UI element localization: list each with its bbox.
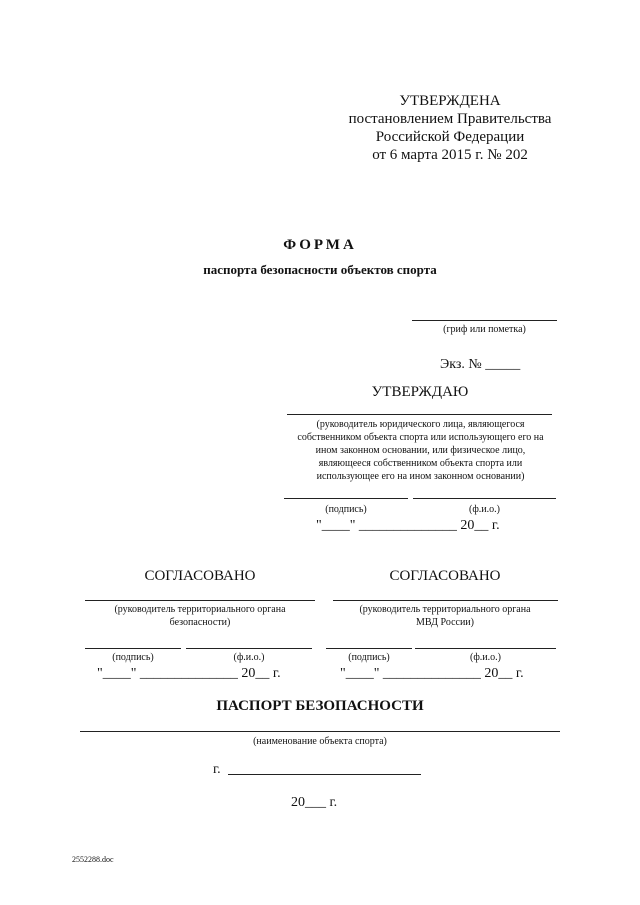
agreed-left-signature-line (85, 648, 181, 649)
agreed-left-caption-line: безопасности) (169, 617, 231, 628)
agreed-left-fio-line (186, 648, 312, 649)
approve-date: "____" ______________ 20__ г. (316, 518, 500, 533)
approve-fio-line (413, 498, 556, 499)
agreed-right-caption-line: (руководитель территориального органа (359, 604, 531, 615)
agreed-right-signature-line (326, 648, 412, 649)
approve-caption (278, 418, 563, 483)
object-name-line (80, 731, 560, 732)
approve-caption-line: собственником объекта спорта или использующего его на (297, 432, 544, 443)
agreed-left-caption-line: (руководитель территориального органа (114, 604, 286, 615)
agreed-right-date: "____" ______________ 20__ г. (340, 666, 524, 681)
approve-signature-label: (подпись) (325, 504, 367, 515)
approve-heading: УТВЕРЖДАЮ (371, 384, 469, 400)
year-text: 20___ г. (291, 795, 338, 810)
approve-caption-line: использующее его на ином законном основании) (316, 471, 525, 482)
agreed-right-fio-line (415, 648, 556, 649)
approval-decree: постановлением Правительства (348, 111, 552, 127)
approve-fio-label: (ф.и.о.) (469, 504, 500, 515)
approval-date-number: от 6 марта 2015 г. № 202 (372, 147, 528, 163)
approval-country: Российской Федерации (375, 129, 525, 145)
agreed-right-heading: СОГЛАСОВАНО (389, 568, 501, 584)
approve-caption-line: (руководитель юридического лица, являющегося (316, 419, 525, 430)
passport-title: ПАСПОРТ БЕЗОПАСНОСТИ (216, 698, 424, 714)
agreed-left-fio-label: (ф.и.о.) (233, 652, 265, 663)
city-prefix: г. (213, 762, 221, 777)
agreed-right-fio-label: (ф.и.о.) (470, 652, 501, 663)
city-line (228, 774, 421, 775)
agreed-left-signature-label: (подпись) (112, 652, 154, 663)
grif-line (412, 320, 557, 321)
agreed-left-signatory-line (85, 600, 315, 601)
approve-caption-line: ином законном основании, или физическое лицо, (315, 445, 526, 456)
agreed-left-heading: СОГЛАСОВАНО (144, 568, 256, 584)
grif-label: (гриф или пометка) (443, 324, 526, 335)
approve-caption-line: являющееся собственником объекта спорта или (318, 458, 523, 469)
footer-filename: 2552288.doc (72, 855, 114, 864)
agreed-right-signatory-line (333, 600, 558, 601)
copy-number: Экз. № _____ (440, 357, 521, 372)
agreed-right-caption-line: МВД России) (416, 617, 474, 628)
approve-signatory-line (287, 414, 552, 415)
agreed-right-caption (325, 603, 565, 629)
approval-heading: УТВЕРЖДЕНА (399, 93, 501, 109)
approval-block (330, 92, 570, 164)
form-subtitle: паспорта безопасности объектов спорта (203, 262, 437, 277)
approve-signature-line (284, 498, 408, 499)
object-name-caption: (наименование объекта спорта) (253, 736, 387, 747)
form-title: ФОРМА (283, 237, 357, 253)
agreed-left-date: "____" ______________ 20__ г. (97, 666, 281, 681)
agreed-left-caption (80, 603, 320, 629)
agreed-right-signature-label: (подпись) (348, 652, 390, 663)
